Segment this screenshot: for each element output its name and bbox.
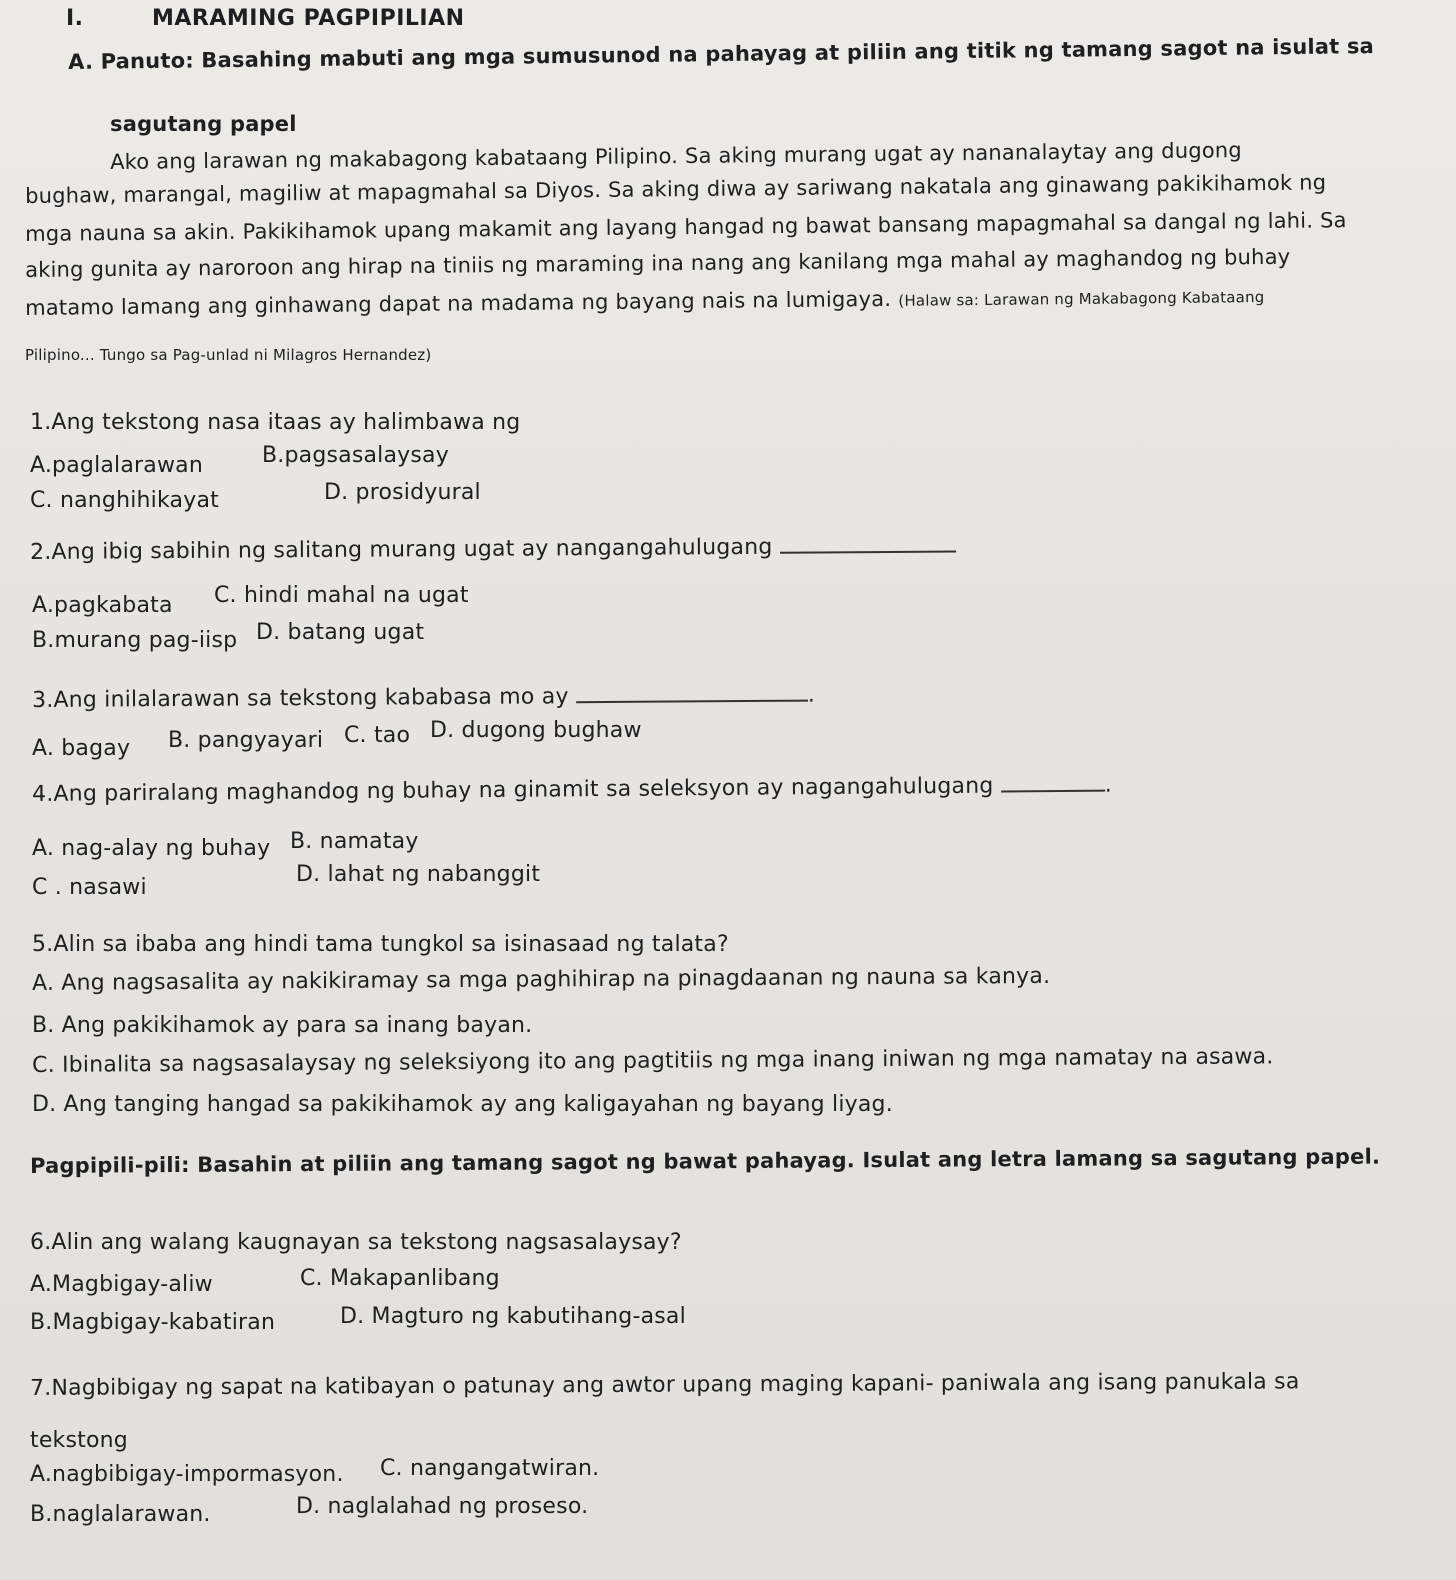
choice-b: B.pagsasalaysay [262, 443, 449, 468]
choice-b: B.Magbigay-kabatiran [30, 1310, 276, 1335]
question-stem-line-2: tekstong [30, 1428, 128, 1453]
choice-b: B. pangyayari [168, 728, 324, 753]
choice-c: C. nanghihikayat [30, 488, 219, 513]
choice-b: B.naglalarawan. [30, 1502, 211, 1527]
question-stem [32, 683, 815, 713]
partB-instruction: Pagpipili-pili: Basahin at piliin ang tamang sagot ng bawat pahayag. Isulat ang letra lamang sa sagutang papel. [30, 1144, 1381, 1178]
choice-a: A.pagkabata [32, 593, 173, 618]
choice-d: D. Ang tanging hangad sa pakikihamok ay ang kaligayahan ng bayang liyag. [32, 1092, 893, 1117]
choice-d: D. batang ugat [256, 620, 425, 645]
passage-line-2: bughaw, marangal, magiliw at mapagmahal sa Diyos. Sa aking diwa ay sariwang nakatala ang ginawang pakikihamok ng [25, 170, 1327, 208]
choice-c: C. Ibinalita sa nagsasalaysay ng seleksiyong ito ang pagtitiis ng mga inang iniwan ng mga namatay na asawa. [32, 1044, 1274, 1078]
choice-d: D. dugong bughaw [430, 718, 642, 743]
section-title: MARAMING PAGPIPILIAN [152, 6, 465, 31]
answer-blank [1001, 790, 1105, 793]
question-stem [32, 773, 1112, 807]
stem-period: . [1104, 772, 1112, 798]
choice-a: A.Magbigay-aliw [30, 1272, 213, 1297]
choice-b: B. namatay [290, 829, 419, 854]
answer-blank [576, 700, 808, 704]
choice-c: C . nasawi [32, 875, 147, 900]
choice-c: C. nangangatwiran. [380, 1456, 600, 1481]
question-stem [30, 534, 956, 565]
question-stem-text: 2.Ang ibig sabihin ng salitang murang ugat ay nangangahulugang [30, 534, 773, 565]
source-citation-2: Pilipino... Tungo sa Pag-unlad ni Milagros Hernandez) [25, 346, 432, 364]
choice-a: A.paglalarawan [30, 453, 203, 478]
choice-d: D. naglalahad ng proseso. [296, 1494, 589, 1519]
question-stem: 6.Alin ang walang kaugnayan sa tekstong nagsasalaysay? [30, 1230, 682, 1255]
instruction-line-1: A. Panuto: Basahing mabuti ang mga sumusunod na pahayag at piliin ang titik ng tamang sagot na isulat sa [68, 34, 1375, 74]
passage-line-4: aking gunita ay naroroon ang hirap na tiniis ng maraming ina nang ang kanilang mga mahal ay maghandog ng buhay [25, 244, 1291, 282]
question-stem: 1.Ang tekstong nasa itaas ay halimbawa ng [30, 410, 521, 435]
stem-period: . [807, 682, 816, 708]
choice-d: D. Magturo ng kabutihang-asal [340, 1304, 686, 1329]
question-stem-text: 3.Ang inilalarawan sa tekstong kababasa mo ay [32, 684, 569, 713]
question-stem: 5.Alin sa ibaba ang hindi tama tungkol sa isinasaad ng talata? [32, 932, 729, 957]
choice-d: D. lahat ng nabanggit [296, 862, 541, 887]
choice-c: C. Makapanlibang [300, 1266, 500, 1291]
passage-line-5-text: matamo lamang ang ginhawang dapat na madama ng bayang nais na lumigaya. [25, 286, 892, 320]
choice-a: A. bagay [32, 736, 131, 761]
choice-a: A.nagbibigay-impormasyon. [30, 1462, 344, 1487]
answer-blank [780, 551, 956, 554]
choice-a: A. nag-alay ng buhay [32, 836, 271, 861]
choice-b: B. Ang pakikihamok ay para sa inang bayan. [32, 1013, 533, 1038]
question-stem-line-1: 7.Nagbibigay ng sapat na katibayan o patunay ang awtor upang maging kapani- paniwala ang isang panukala sa [30, 1369, 1300, 1401]
passage-line-1: Ako ang larawan ng makabagong kabataang Pilipino. Sa aking murang ugat ay nananalaytay ang dugong [110, 138, 1243, 174]
question-stem-text: 4.Ang pariralang maghandog ng buhay na ginamit sa seleksyon ay nagangahulugang [32, 773, 994, 807]
section-numeral: I. [66, 6, 84, 31]
choice-b: B.murang pag-iisp [32, 628, 238, 653]
choice-c: C. tao [344, 723, 411, 748]
choice-c: C. hindi mahal na ugat [214, 583, 469, 608]
choice-d: D. prosidyural [324, 480, 481, 505]
choice-a: A. Ang nagsasalita ay nakikiramay sa mga paghihirap na pinagdaanan ng nauna sa kanya. [32, 963, 1051, 996]
passage-line-5 [25, 283, 1265, 321]
instruction-line-2: sagutang papel [110, 112, 297, 136]
passage-line-3: mga nauna sa akin. Pakikihamok upang makamit ang layang hangad ng bawat bansang mapagmahal sa dangal ng lahi. Sa [25, 208, 1347, 246]
source-citation-1: (Halaw sa: Larawan ng Makabagong Kabataang [898, 288, 1265, 310]
